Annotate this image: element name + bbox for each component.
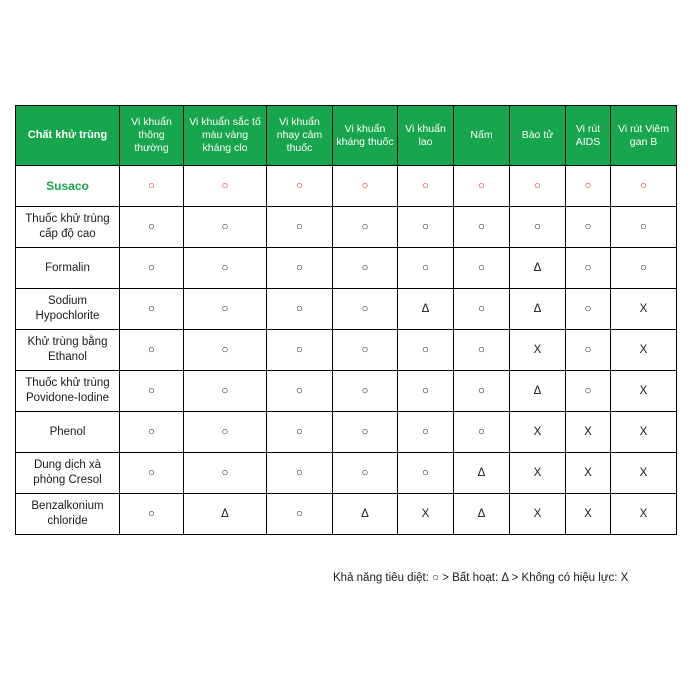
table-row bbox=[16, 453, 677, 494]
efficacy-mark: ○ bbox=[267, 289, 333, 330]
efficacy-mark: ○ bbox=[454, 412, 510, 453]
disinfectant-name: Susaco bbox=[16, 166, 120, 207]
efficacy-mark: ○ bbox=[566, 207, 611, 248]
efficacy-mark: X bbox=[510, 330, 566, 371]
table-row bbox=[16, 248, 677, 289]
efficacy-mark: Δ bbox=[510, 248, 566, 289]
header-pigment-bacteria: Vi khuẩn sắc tố màu vàng kháng clo bbox=[184, 106, 267, 166]
header-disinfectant: Chất khử trùng bbox=[16, 106, 120, 166]
efficacy-mark: ○ bbox=[333, 412, 398, 453]
efficacy-mark: ○ bbox=[454, 330, 510, 371]
efficacy-mark: X bbox=[611, 494, 677, 535]
efficacy-mark: ○ bbox=[120, 248, 184, 289]
header-common-bacteria: Vi khuẩn thông thường bbox=[120, 106, 184, 166]
efficacy-mark: ○ bbox=[120, 289, 184, 330]
table-row bbox=[16, 289, 677, 330]
efficacy-mark: ○ bbox=[566, 166, 611, 207]
efficacy-mark: ○ bbox=[184, 248, 267, 289]
table-row bbox=[16, 412, 677, 453]
table-header-row bbox=[16, 106, 677, 166]
efficacy-mark: X bbox=[510, 494, 566, 535]
efficacy-mark: ○ bbox=[398, 453, 454, 494]
disinfectant-name: Thuốc khử trùng cấp độ cao bbox=[16, 207, 120, 248]
efficacy-mark: ○ bbox=[184, 412, 267, 453]
efficacy-mark: ○ bbox=[184, 166, 267, 207]
efficacy-mark: X bbox=[398, 494, 454, 535]
efficacy-mark: X bbox=[611, 330, 677, 371]
efficacy-mark: ○ bbox=[454, 289, 510, 330]
disinfectant-name: Phenol bbox=[16, 412, 120, 453]
header-tuberculosis: Vi khuẩn lao bbox=[398, 106, 454, 166]
efficacy-mark: ○ bbox=[611, 166, 677, 207]
header-spores: Bào tử bbox=[510, 106, 566, 166]
efficacy-mark: ○ bbox=[120, 207, 184, 248]
table-row bbox=[16, 494, 677, 535]
efficacy-mark: ○ bbox=[184, 289, 267, 330]
table-row bbox=[16, 330, 677, 371]
efficacy-mark: ○ bbox=[454, 248, 510, 289]
efficacy-mark: X bbox=[611, 289, 677, 330]
efficacy-mark: ○ bbox=[184, 453, 267, 494]
efficacy-mark: ○ bbox=[454, 371, 510, 412]
efficacy-mark: ○ bbox=[333, 207, 398, 248]
legend-note: Khả năng tiêu diệt: ○ > Bất hoạt: Δ > Không có hiệu lực: X bbox=[333, 572, 629, 584]
disinfectant-name: Dung dịch xà phòng Cresol bbox=[16, 453, 120, 494]
efficacy-mark: ○ bbox=[120, 330, 184, 371]
efficacy-mark: ○ bbox=[566, 371, 611, 412]
efficacy-mark: ○ bbox=[120, 371, 184, 412]
efficacy-mark: ○ bbox=[267, 371, 333, 412]
efficacy-mark: Δ bbox=[398, 289, 454, 330]
efficacy-mark: X bbox=[566, 494, 611, 535]
efficacy-mark: ○ bbox=[333, 289, 398, 330]
efficacy-mark: ○ bbox=[611, 207, 677, 248]
efficacy-mark: ○ bbox=[333, 248, 398, 289]
efficacy-mark: ○ bbox=[267, 412, 333, 453]
efficacy-mark: X bbox=[566, 412, 611, 453]
header-sensitive-bacteria: Vi khuẩn nhạy cảm thuốc bbox=[267, 106, 333, 166]
efficacy-mark: ○ bbox=[398, 330, 454, 371]
efficacy-mark: ○ bbox=[398, 248, 454, 289]
efficacy-mark: ○ bbox=[398, 207, 454, 248]
efficacy-mark: ○ bbox=[566, 248, 611, 289]
efficacy-mark: ○ bbox=[510, 166, 566, 207]
header-aids-virus: Vi rút AIDS bbox=[566, 106, 611, 166]
header-resistant-bacteria: Vi khuẩn kháng thuốc bbox=[333, 106, 398, 166]
efficacy-mark: ○ bbox=[454, 207, 510, 248]
efficacy-mark: X bbox=[510, 453, 566, 494]
efficacy-mark: ○ bbox=[510, 207, 566, 248]
table-row bbox=[16, 207, 677, 248]
efficacy-mark: ○ bbox=[120, 453, 184, 494]
efficacy-mark: ○ bbox=[398, 166, 454, 207]
efficacy-mark: ○ bbox=[398, 371, 454, 412]
efficacy-mark: ○ bbox=[120, 166, 184, 207]
efficacy-mark: ○ bbox=[611, 248, 677, 289]
table-row bbox=[16, 371, 677, 412]
efficacy-mark: Δ bbox=[454, 453, 510, 494]
efficacy-mark: ○ bbox=[333, 166, 398, 207]
disinfectant-comparison-table bbox=[15, 105, 677, 535]
efficacy-mark: ○ bbox=[184, 371, 267, 412]
efficacy-mark: ○ bbox=[184, 330, 267, 371]
efficacy-mark: X bbox=[510, 412, 566, 453]
efficacy-mark: ○ bbox=[267, 494, 333, 535]
efficacy-mark: ○ bbox=[398, 412, 454, 453]
efficacy-mark: ○ bbox=[566, 289, 611, 330]
efficacy-mark: X bbox=[611, 412, 677, 453]
header-fungi: Nấm bbox=[454, 106, 510, 166]
efficacy-mark: ○ bbox=[566, 330, 611, 371]
efficacy-mark: ○ bbox=[333, 330, 398, 371]
efficacy-mark: ○ bbox=[267, 207, 333, 248]
efficacy-mark: X bbox=[611, 453, 677, 494]
disinfectant-name: Thuốc khử trùng Povidone-Iodine bbox=[16, 371, 120, 412]
efficacy-mark: ○ bbox=[267, 166, 333, 207]
efficacy-mark: X bbox=[566, 453, 611, 494]
efficacy-mark: ○ bbox=[120, 494, 184, 535]
efficacy-mark: ○ bbox=[267, 330, 333, 371]
header-hepatitis-b-virus: Vi rút Viêm gan B bbox=[611, 106, 677, 166]
disinfectant-name: Sodium Hypochlorite bbox=[16, 289, 120, 330]
efficacy-mark: Δ bbox=[454, 494, 510, 535]
efficacy-mark: Δ bbox=[333, 494, 398, 535]
efficacy-mark: ○ bbox=[267, 248, 333, 289]
disinfectant-name: Benzalkonium chloride bbox=[16, 494, 120, 535]
efficacy-mark: ○ bbox=[333, 453, 398, 494]
efficacy-mark: ○ bbox=[184, 207, 267, 248]
efficacy-mark: Δ bbox=[184, 494, 267, 535]
efficacy-mark: ○ bbox=[333, 371, 398, 412]
efficacy-mark: ○ bbox=[267, 453, 333, 494]
efficacy-mark: Δ bbox=[510, 289, 566, 330]
efficacy-mark: Δ bbox=[510, 371, 566, 412]
disinfectant-name: Formalin bbox=[16, 248, 120, 289]
disinfectant-name: Khử trùng bằng Ethanol bbox=[16, 330, 120, 371]
table-row bbox=[16, 166, 677, 207]
efficacy-mark: ○ bbox=[454, 166, 510, 207]
efficacy-mark: X bbox=[611, 371, 677, 412]
efficacy-mark: ○ bbox=[120, 412, 184, 453]
